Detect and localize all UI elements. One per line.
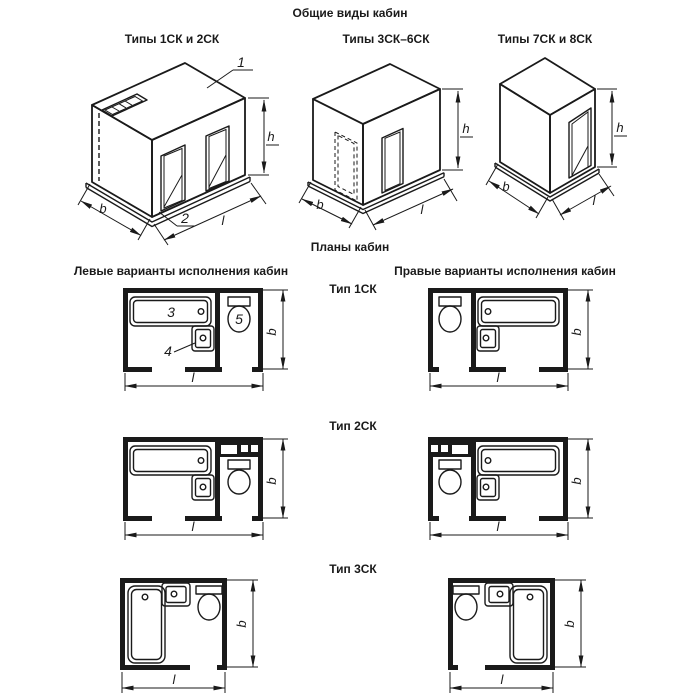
door: [382, 129, 403, 194]
cabin-box: [495, 58, 599, 201]
callout-5-toilet: 5: [235, 311, 243, 327]
bathtub: [130, 446, 211, 475]
toilet: [228, 460, 250, 494]
washbasin: [192, 475, 214, 500]
vent-block: [215, 442, 263, 457]
dimension-b: [263, 290, 288, 369]
svg-text:1: 1: [237, 54, 245, 70]
washbasin: [477, 475, 499, 500]
callout-1-panel: [207, 54, 253, 88]
dim-l-label: l: [592, 193, 596, 208]
washbasin: [162, 583, 190, 606]
dim-b-label: b: [569, 328, 584, 336]
vent-block: [428, 442, 476, 457]
bathtub: [510, 586, 547, 663]
dimension-l: [552, 174, 614, 220]
bathtub: [478, 446, 559, 475]
dim-b-label: b: [502, 179, 510, 194]
type-2sk-label: Тип 2СК: [329, 419, 377, 433]
cabin-box: [86, 63, 250, 227]
general-view-3: [475, 50, 655, 228]
view2-caption: Типы 3СК–6СК: [342, 32, 430, 46]
dim-l-label: l: [191, 370, 195, 385]
plan-2sk-right: [416, 435, 606, 547]
dim-l-label: l: [500, 672, 504, 687]
dim-l-label: l: [191, 519, 195, 534]
hidden-door: [335, 132, 357, 201]
dim-b-label: b: [234, 620, 249, 628]
page-title: Общие виды кабин: [292, 6, 408, 20]
dimension-l: [125, 370, 263, 391]
door-opening: [569, 108, 591, 178]
general-view-2: [283, 53, 475, 237]
door-1: [161, 145, 185, 211]
plan-1sk-left: [111, 286, 301, 398]
dim-l-label: l: [420, 202, 424, 217]
plan-3sk-left: [110, 576, 275, 700]
dim-b-label: b: [264, 477, 279, 485]
callout-4-sink: [164, 343, 195, 359]
plan-2sk-left: [111, 435, 301, 547]
plan-1sk-right: [416, 286, 606, 398]
general-view-1: [55, 53, 283, 249]
right-column-header: Правые варианты исполнения кабин: [394, 264, 616, 278]
dimension-b: [568, 290, 593, 369]
view3-caption: Типы 7СК и 8СК: [497, 32, 593, 46]
dimension-l: [430, 519, 568, 540]
washbasin: [192, 326, 214, 351]
dim-h-label: h: [267, 129, 275, 144]
dimension-h: [248, 98, 279, 175]
cabin-box: [308, 64, 444, 214]
left-column-header: Левые варианты исполнения кабин: [73, 264, 289, 278]
bathtub: [478, 297, 559, 326]
dim-b-label: b: [316, 197, 324, 212]
dimension-h: [442, 89, 473, 170]
door-2: [206, 126, 229, 191]
plans-title: Планы кабин: [310, 240, 390, 254]
dimension-l: [122, 672, 225, 693]
dim-b-label: b: [569, 477, 584, 485]
callout-3-bath: 3: [167, 304, 175, 320]
dim-l-label: l: [172, 672, 176, 687]
washbasin: [485, 583, 513, 606]
type-1sk-label: Тип 1СК: [329, 282, 377, 296]
dim-l-label: l: [496, 370, 500, 385]
type-3sk-label: Тип 3СК: [329, 562, 377, 576]
dim-b-label: b: [562, 620, 577, 628]
dimension-b: [555, 580, 586, 667]
washbasin: [477, 326, 499, 351]
toilet: [453, 586, 479, 620]
dimension-l: [430, 370, 568, 391]
dimension-b: [263, 439, 288, 518]
svg-text:4: 4: [164, 343, 172, 359]
dim-b-label: b: [264, 328, 279, 336]
dimension-b: [227, 580, 258, 667]
view1-caption: Типы 1СК и 2СК: [124, 32, 220, 46]
dim-h-label: h: [616, 120, 624, 135]
callout-2-base: [159, 210, 195, 226]
dimension-l: [365, 179, 457, 230]
toilet: [439, 460, 461, 494]
dim-h-label: h: [462, 121, 470, 136]
dimension-h: [597, 89, 627, 167]
dimension-l: [125, 519, 263, 540]
dimension-b: [78, 184, 150, 240]
bathtub: [128, 586, 165, 663]
plan-3sk-right: [438, 576, 603, 700]
dim-l-label: l: [496, 519, 500, 534]
dim-l-label: l: [221, 213, 225, 228]
dimension-b: [568, 439, 593, 518]
dim-b-label: b: [99, 201, 107, 216]
svg-text:2: 2: [181, 210, 189, 226]
toilet: [439, 297, 461, 332]
toilet: [196, 586, 222, 620]
dimension-l: [450, 672, 553, 693]
